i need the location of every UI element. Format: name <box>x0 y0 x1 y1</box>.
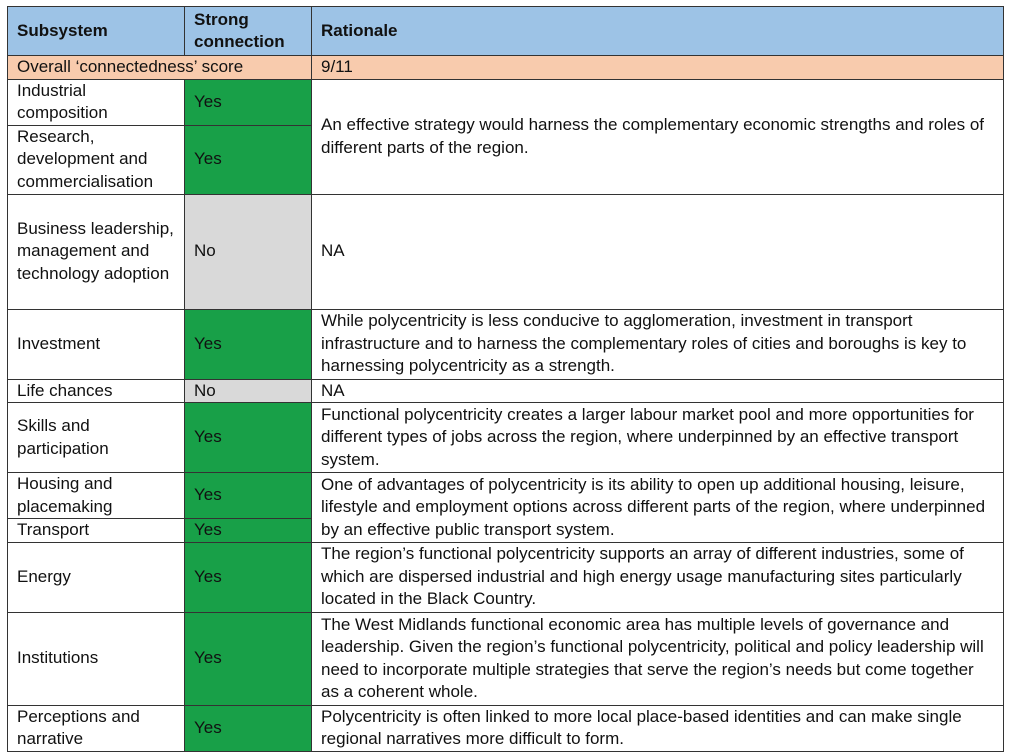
subsystem-cell: Business leadership, management and technology adoption <box>8 194 185 309</box>
subsystem-cell: Institutions <box>8 612 185 705</box>
subsystem-cell: Skills and participation <box>8 403 185 473</box>
connection-cell: Yes <box>185 125 312 194</box>
subsystem-cell: Life chances <box>8 379 185 403</box>
table-row <box>8 612 1004 705</box>
rationale-cell: An effective strategy would harness the complementary economic strengths and roles of different parts of the region. <box>312 79 1004 194</box>
rationale-cell: NA <box>312 379 1004 403</box>
subsystem-cell: Research, development and commercialisation <box>8 125 185 194</box>
connection-cell: Yes <box>185 79 312 125</box>
subsystem-cell: Investment <box>8 309 185 379</box>
rationale-cell: NA <box>312 194 1004 309</box>
table-row <box>8 542 1004 612</box>
header-strong-connection: Strong connection <box>185 7 312 56</box>
connection-cell: No <box>185 379 312 403</box>
connection-cell: No <box>185 194 312 309</box>
table-row <box>8 379 1004 403</box>
connection-cell: Yes <box>185 309 312 379</box>
table-row <box>8 473 1004 519</box>
table-row <box>8 403 1004 473</box>
header-rationale: Rationale <box>312 7 1004 56</box>
rationale-cell: Functional polycentricity creates a larger labour market pool and more opportunities for different types of jobs across the region, where underpinned by an effective transport system. <box>312 403 1004 473</box>
connection-cell: Yes <box>185 473 312 519</box>
connection-cell: Yes <box>185 542 312 612</box>
subsystem-cell: Industrial composition <box>8 79 185 125</box>
table-row <box>8 79 1004 125</box>
rationale-cell: The West Midlands functional economic area has multiple levels of governance and leadership. Given the region’s functional polycentricity, political and policy leadership will need to incorporate multiple strategies that serve the region’s needs but come together as a coherent whole. <box>312 612 1004 705</box>
rationale-cell: Polycentricity is often linked to more local place-based identities and can make single regional narratives more difficult to form. <box>312 705 1004 751</box>
table-row <box>8 194 1004 309</box>
connection-cell: Yes <box>185 519 312 543</box>
rationale-cell: While polycentricity is less conducive to agglomeration, investment in transport infrastructure and to harness the complementary roles of cities and boroughs is key to harnessing polycentricity as a strength. <box>312 309 1004 379</box>
score-value: 9/11 <box>312 56 1004 80</box>
subsystem-cell: Transport <box>8 519 185 543</box>
score-row <box>8 56 1004 80</box>
connection-cell: Yes <box>185 705 312 751</box>
rationale-cell: The region’s functional polycentricity supports an array of different industries, some of which are dispersed industrial and high energy usage manufacturing sites particularly located in the Black Country. <box>312 542 1004 612</box>
table-row <box>8 705 1004 751</box>
subsystem-cell: Energy <box>8 542 185 612</box>
score-label: Overall ‘connectedness’ score <box>8 56 312 80</box>
subsystem-cell: Perceptions and narrative <box>8 705 185 751</box>
connection-cell: Yes <box>185 612 312 705</box>
connection-cell: Yes <box>185 403 312 473</box>
header-row <box>8 7 1004 56</box>
header-subsystem: Subsystem <box>8 7 185 56</box>
subsystem-cell: Housing and placemaking <box>8 473 185 519</box>
rationale-cell: One of advantages of polycentricity is its ability to open up additional housing, leisure, lifestyle and employment options across different parts of the region, where underpinned by an effective public transport system. <box>312 473 1004 543</box>
table-row <box>8 309 1004 379</box>
connectedness-table <box>7 6 1004 752</box>
